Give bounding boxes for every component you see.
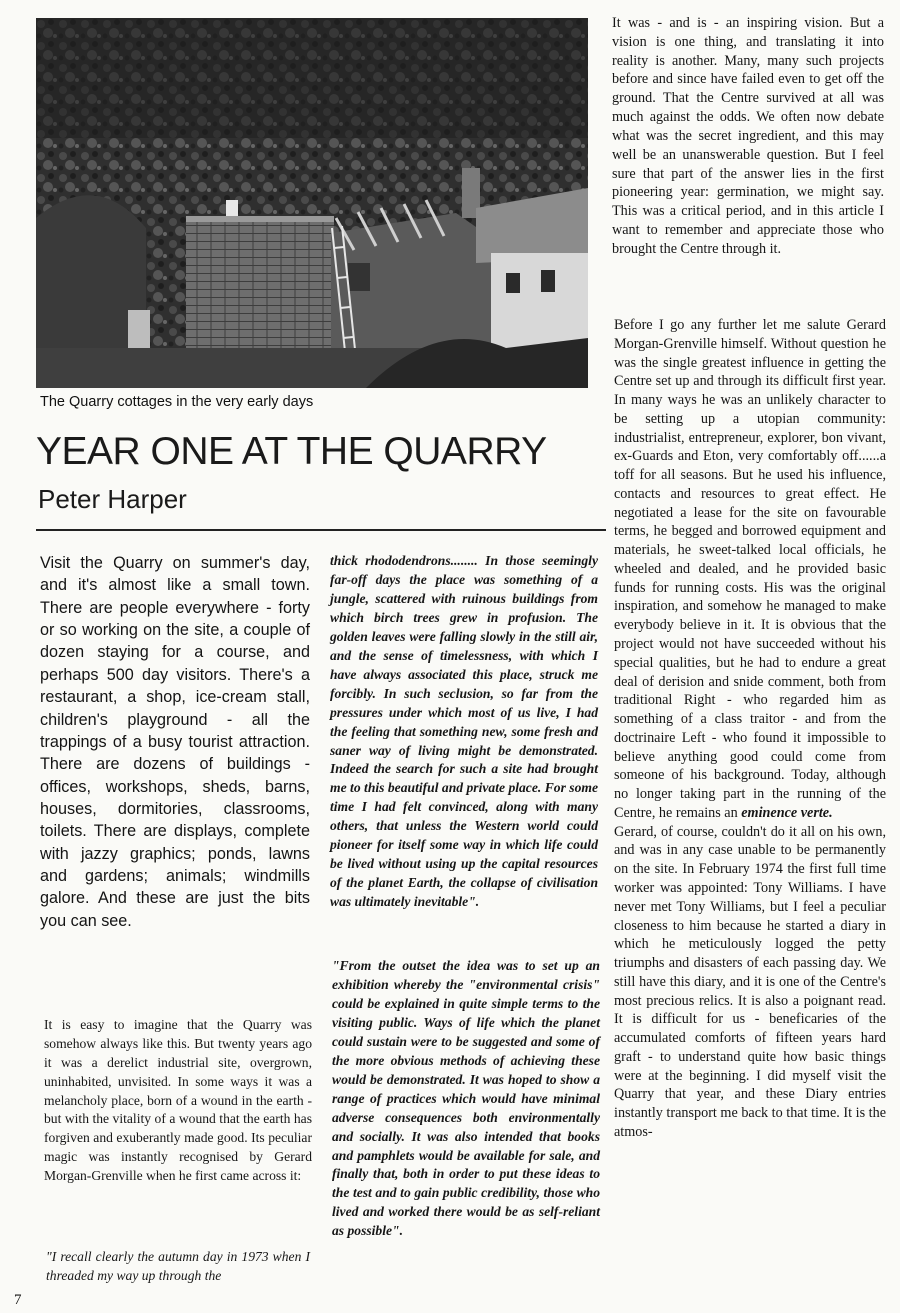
quarry-cottages-photo <box>36 18 588 388</box>
article-title: YEAR ONE AT THE QUARRY <box>36 430 547 473</box>
quote-1-start: "I recall clearly the autumn day in 1973 when I threaded my way up through the <box>46 1249 310 1283</box>
body-paragraph-2: It was - and is - an inspiring vision. But a vision is one thing, and translating it into reality is another. Many, many such projects before and since have failed even to get off the ground. That the Centre survived at all was much against the odds. We often now debate what was the secret ingredient, and this may well be an unanswerable question. But I feel sure that part of the answer lies in the first pioneering year: germination, we might say. This was a critical period, and in this article I want to remember and appreciate those who brought the Centre through it. <box>612 15 884 257</box>
body-paragraph-1: It is easy to imagine that the Quarry was somehow always like this. But twenty years ago it was a derelict industrial site, overgrown, uninhabited, unvisited. In some ways it was a melancholy place, born of a wound in the earth - but with the vitality of a wound that the earth has forgiven and exuberantly made good. Its peculiar magic was instantly recognised by Gerard Morgan-Grenville when he first came across it: <box>44 1017 312 1184</box>
body-paragraph-3: Before I go any further let me salute Gerard Morgan-Grenville himself. Without question he was the single greatest influence in getting the Centre set up and through its difficult first year. In many ways he was an unlikely character to be setting up a utopian community: industrialist, entrepreneur, explorer, bon vivant, ex-Guards and Eton, very comfortably off......a toff for all seasons. But he used his influence, contacts and resources to great effect. He negotiated a lease for the site on favourable terms, he begged and borrowed equipment and materials, he sweet-talked local officials, he wheeled and dealed, and he provided basic funds for running costs. His was the original inspiration, and somehow he managed to make everybody believe in it. It is obvious that the project would not have succeeded without his special qualities, but he had to endure a great deal of derision and snide comment, both from traditional Right - who regarded him as something of a class traitor - and from the doctrinaire Left - who found it impossible to believe anything good could come from someone of his background. Today, although no longer taking part in the running of the Centre, he remains an <box>614 317 886 821</box>
body-paragraph-3-4 <box>614 316 886 1142</box>
body-paragraph-4: Gerard, of course, couldn't do it all on his own, and was in any case unable to be permanently on the site. In February 1974 the first full time worker was appointed: Tony Williams. I have never met Tony Williams, but I feel a peculiar closeness to him because he started a diary in which he meticulously logged the petty triumphs and disasters of each passing day. We still have this diary, and it is one of the Centre's most precious relics. It is also a poignant read. It is difficult for us - beneficaries of the accumulated comforts of fifteen years hard graft - to understand quite how basic things were at the beginning. I did myself visit the Quarry that year, and these Diary entries instantly transport me back to that time. It is the atmos- <box>614 823 886 1140</box>
quote-1-continued: thick rhododendrons........ In those seemingly far-off days the place was something of a jungle, scattered with ruinous buildings from which birch trees grew in profusion. The golden leaves were falling slowly in the still air, and the sense of timelessness, with which I have always associated this place, struck me forcibly. In such seclusion, so far from the pressures under which most of us live, I had the feeling that something new, some fresh and saner way of living might be demonstrated. Indeed the search for such a site had brought me to this beautiful and private place. For some time I had felt convinced, along with many others, that unless the Western world could pioneer for itself some way in which life could be lived without using up the capital resources of the planet Earth, the collapse of civilisation was ultimately inevitable". <box>330 553 598 910</box>
photo-illustration <box>36 18 588 388</box>
quote-2: "From the outset the idea was to set up an exhibition whereby the "environmental crisis" could be explained in quite simple terms to the visiting public. Ways of life which the planet could sustain were to be suggested and some of the more obvious methods of achieving these would be demonstrated. It was hoped to show a range of practices which would have minimal adverse consequences both environmentally and socially. It was also intended that books and pamphlets would be available for sale, and finally that, both in order to put these ideas to the test and to gain public credibility, those who lived and worked there would be as self-reliant as possible". <box>332 958 600 1239</box>
page-number: 7 <box>14 1292 22 1308</box>
article-author: Peter Harper <box>38 484 187 514</box>
eminence-verte-emphasis: eminence verte. <box>741 804 833 821</box>
title-divider <box>36 529 606 531</box>
intro-paragraph: Visit the Quarry on summer's day, and it's almost like a small town. There are people everywhere - forty or so working on the site, a couple of dozen staying for a course, and perhaps 500 day visitors. There's a restaurant, a shop, ice-cream stall, children's playground - all the trappings of a busy tourist attraction. There are dozens of buildings - offices, workshops, sheds, barns, houses, dormitories, classrooms, toilets. There are displays, complete with jazzy graphics; ponds, lawns and gardens; animals; windmills galore. And these are just the bits you can see. <box>40 554 310 930</box>
photo-caption: The Quarry cottages in the very early days <box>40 394 314 410</box>
